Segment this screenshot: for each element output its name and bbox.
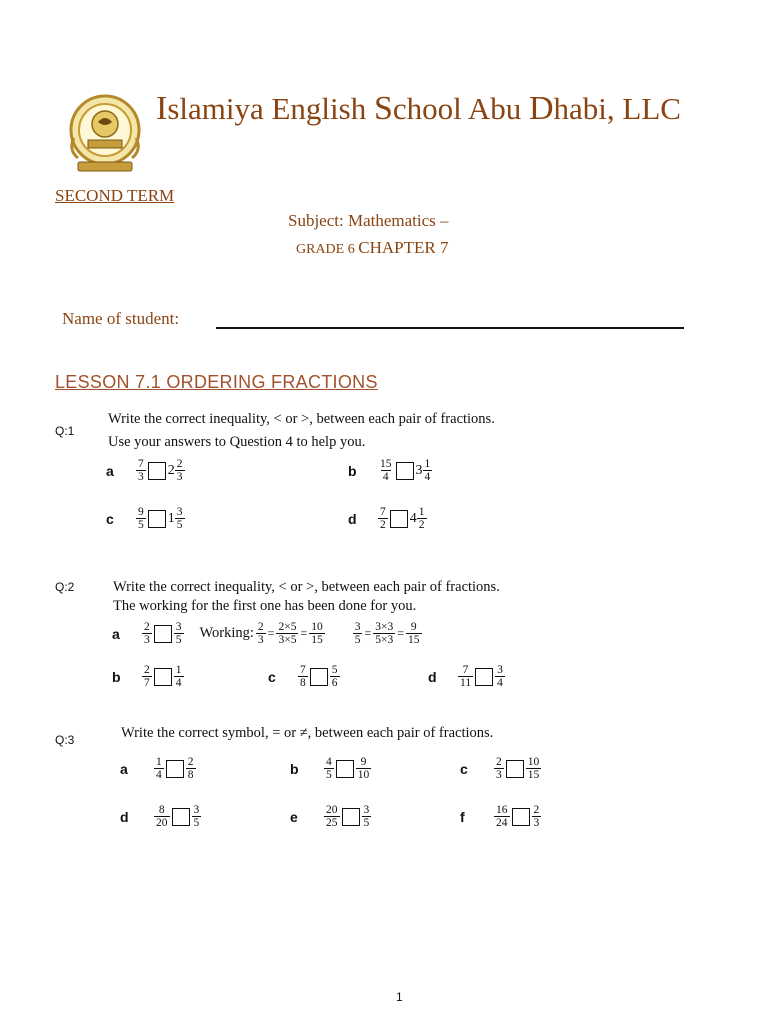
fraction: $\frac{7}{8}$ <box>300 664 306 689</box>
question-1-instruction-2: Use your answers to Question 4 to help you. <box>108 434 366 450</box>
working-label: Working: <box>199 625 254 641</box>
fraction: $\frac{10}{15}$ <box>527 756 540 781</box>
student-name-line[interactable] <box>216 327 684 329</box>
fraction: $\frac{3\times 3}{5\times 3}$ <box>375 621 394 646</box>
item-letter: b <box>112 668 121 685</box>
fraction: $\frac{2\times 5}{3\times 5}$ <box>278 621 297 646</box>
q2-item-b <box>112 664 184 689</box>
answer-box[interactable] <box>310 668 328 686</box>
page-number: 1 <box>396 990 403 1004</box>
fraction: $\frac{2}{3}$ <box>144 621 150 646</box>
answer-box[interactable] <box>396 462 414 480</box>
item-letter: a <box>106 462 114 479</box>
whole-number: 4 <box>409 510 417 526</box>
fraction: $\frac{2}{3}$ <box>176 458 183 483</box>
whole-number: 2 <box>167 462 175 478</box>
q2-item-d <box>428 664 505 689</box>
fraction: $\frac{7}{3}$ <box>138 458 144 483</box>
fraction: $\frac{16}{24}$ <box>496 804 508 829</box>
fraction: $\frac{1}{2}$ <box>418 506 425 531</box>
fraction: $\frac{10}{15}$ <box>311 621 323 646</box>
answer-box[interactable] <box>336 760 354 778</box>
q3-item-b <box>290 756 371 781</box>
q3-item-c <box>460 756 541 781</box>
term-heading: SECOND TERM <box>55 186 175 205</box>
question-3-instruction: Write the correct symbol, = or ≠, between each pair of fractions. <box>121 725 494 741</box>
answer-box[interactable] <box>512 808 530 826</box>
question-1-label: Q:1 <box>55 424 75 438</box>
q1-item-a <box>106 458 185 483</box>
fraction: $\frac{3}{5}$ <box>175 621 182 646</box>
fraction: $\frac{2}{7}$ <box>144 664 150 689</box>
fraction: $\frac{3}{5}$ <box>193 804 200 829</box>
item-letter: b <box>348 462 357 479</box>
q1-item-b <box>348 458 432 483</box>
item-letter: d <box>120 808 129 825</box>
fraction: $\frac{9}{5}$ <box>138 506 144 531</box>
item-letter: c <box>460 760 468 777</box>
fraction: $\frac{2}{3}$ <box>257 621 264 646</box>
student-name-label: Name of student: <box>62 309 180 328</box>
item-letter: d <box>428 668 437 685</box>
item-letter: d <box>348 510 357 527</box>
q3-item-e <box>290 804 371 829</box>
answer-box[interactable] <box>506 760 524 778</box>
fraction: $\frac{7}{11}$ <box>460 664 472 689</box>
grade-chapter-label: GRADE 6 CHAPTER 7 <box>296 238 449 257</box>
fraction: $\frac{9}{15}$ <box>408 621 420 646</box>
question-3-label: Q:3 <box>55 733 75 747</box>
answer-box[interactable] <box>475 668 493 686</box>
answer-box[interactable] <box>172 808 190 826</box>
whole-number: 3 <box>415 462 423 478</box>
fraction: $\frac{3}{4}$ <box>497 664 503 689</box>
whole-number: 1 <box>167 510 175 526</box>
subject-label: Subject: Mathematics – <box>288 211 449 230</box>
answer-box[interactable] <box>154 625 172 643</box>
fraction: $\frac{7}{2}$ <box>380 506 386 531</box>
question-2-label: Q:2 <box>55 580 75 594</box>
answer-box[interactable] <box>148 462 166 480</box>
q3-item-d <box>120 804 201 829</box>
item-letter: b <box>290 760 299 777</box>
answer-box[interactable] <box>154 668 172 686</box>
school-logo-emblem <box>64 92 146 176</box>
fraction: $\frac{1}{4}$ <box>424 458 431 483</box>
fraction: $\frac{2}{8}$ <box>187 756 194 781</box>
answer-box[interactable] <box>342 808 360 826</box>
fraction: $\frac{3}{5}$ <box>176 506 183 531</box>
lesson-heading: LESSON 7.1 ORDERING FRACTIONS <box>55 372 378 392</box>
fraction: $\frac{8}{20}$ <box>156 804 168 829</box>
item-letter: a <box>112 625 120 642</box>
q2-item-c <box>268 664 340 689</box>
answer-box[interactable] <box>166 760 184 778</box>
fraction: $\frac{1}{4}$ <box>175 664 182 689</box>
fraction: $\frac{20}{25}$ <box>326 804 338 829</box>
q3-item-a <box>120 756 196 781</box>
q1-item-c <box>106 506 185 531</box>
item-letter: a <box>120 760 128 777</box>
answer-box[interactable] <box>390 510 408 528</box>
item-letter: f <box>460 808 465 825</box>
question-2-instruction-2: The working for the first one has been done for you. <box>113 598 417 614</box>
fraction: $\frac{15}{4}$ <box>380 458 392 483</box>
question-2-instruction: Write the correct inequality, < or >, between each pair of fractions. <box>113 579 500 595</box>
item-letter: c <box>106 510 114 527</box>
q3-item-f <box>460 804 541 829</box>
question-1-instruction: Write the correct inequality, < or >, between each pair of fractions. <box>108 411 495 427</box>
fraction: $\frac{3}{5}$ <box>354 621 361 646</box>
item-letter: e <box>290 808 298 825</box>
answer-box[interactable] <box>148 510 166 528</box>
fraction: $\frac{2}{3}$ <box>533 804 540 829</box>
fraction: $\frac{3}{5}$ <box>363 804 370 829</box>
q1-item-d <box>348 506 427 531</box>
fraction: $\frac{1}{4}$ <box>156 756 162 781</box>
item-letter: c <box>268 668 276 685</box>
school-name: Islamiya English School Abu Dhabi, LLC <box>156 90 681 127</box>
fraction: $\frac{5}{6}$ <box>331 664 338 689</box>
q2-item-a: a $\frac{2}{3}$ $\frac{3}{5}$ Working: $\frac{2}{3}$ = $\frac{2\times 5}{3\times 5}$ = $\frac{10}{15}$ $\frac{3}{5}$ = $\frac{3\times 3}{5\times 3}$ = $\frac{9}{15}$ <box>112 621 420 646</box>
fraction: $\frac{4}{5}$ <box>326 756 332 781</box>
fraction: $\frac{2}{3}$ <box>496 756 502 781</box>
fraction: $\frac{9}{10}$ <box>357 756 370 781</box>
